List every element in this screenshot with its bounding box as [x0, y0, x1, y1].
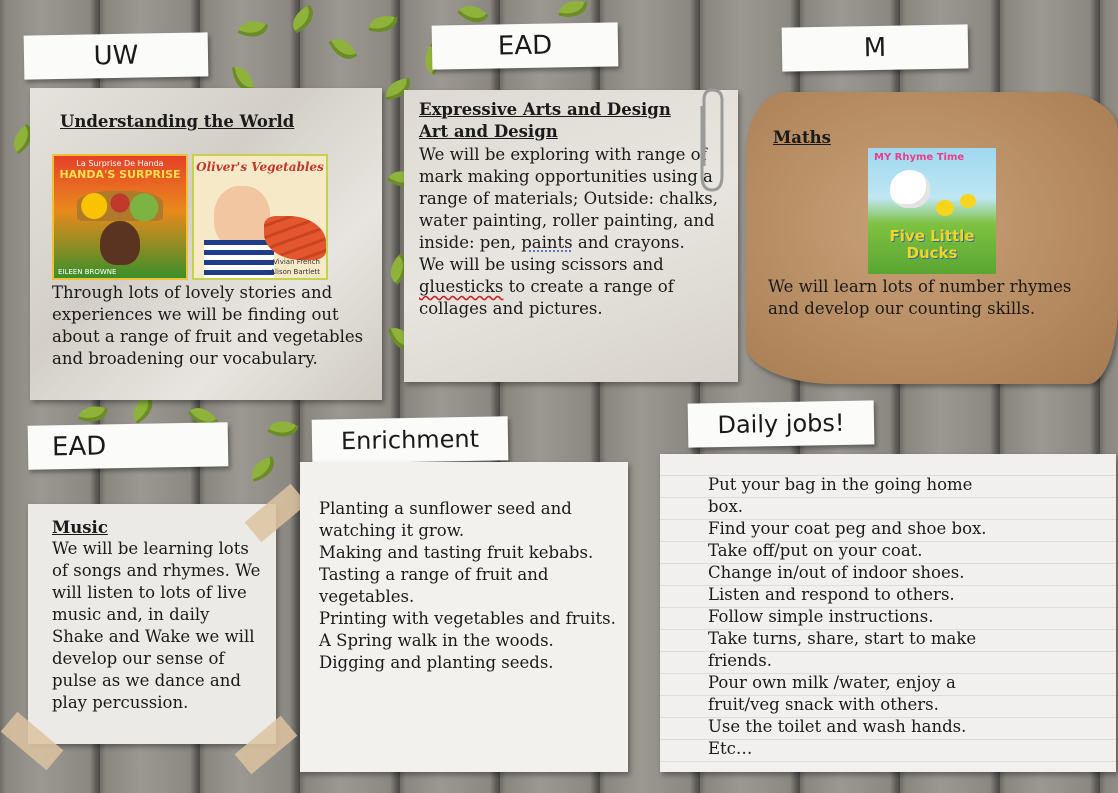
maths-heading: Maths — [773, 128, 831, 147]
tab-ead-top: EAD — [432, 22, 619, 69]
list-item: Take turns, share, start to make friends. — [708, 629, 977, 670]
book-title: Oliver's Vegetables — [196, 160, 324, 174]
enrichment-card — [300, 462, 628, 772]
tab-daily-jobs: Daily jobs! — [688, 400, 875, 447]
list-item: Put your bag in the going home box. — [708, 475, 973, 516]
daily-jobs-card — [660, 454, 1116, 772]
ead-heading: Expressive Arts and Design — [419, 100, 671, 119]
book-small-title: La Surprise De Handa — [76, 159, 164, 168]
list-item: Listen and respond to others. — [708, 585, 955, 604]
list-item: Follow simple instructions. — [708, 607, 934, 626]
duck-icon — [890, 170, 930, 208]
enrichment-list — [319, 498, 619, 674]
tab-enrichment: Enrichment — [312, 416, 509, 463]
list-item: Making and tasting fruit kebabs. — [319, 543, 594, 562]
music-heading: Music — [52, 518, 108, 537]
uw-card — [30, 88, 382, 400]
uw-description: Through lots of lovely stories and experiences we will be finding out about a range of fruit and vegetables and broadening our vocabulary. — [52, 283, 364, 368]
book-author: EILEEN BROWNE — [58, 268, 117, 276]
duckling-icon — [960, 194, 976, 208]
girl-face-icon — [100, 221, 140, 265]
list-item: Take off/put on your coat. — [708, 541, 923, 560]
list-item: Tasting a range of fruit and vegetables. — [319, 565, 549, 606]
ead-description: We will be exploring with range of mark making opportunities using a range of materials; Outside: chalks, water painting, roller painting, and inside: pen, paints and crayons. We will be using scissors and gluesticks to create a range of collages and pictures. — [419, 145, 718, 318]
music-description: We will be learning lots of songs and rhymes. We will listen to lots of live music and, in daily Shake and Wake we will develop our sense of pulse as we dance and play percussion. — [52, 539, 261, 712]
book-title: HANDA'S SURPRISE — [59, 168, 181, 181]
maths-card — [746, 92, 1118, 384]
art-design-heading: Art and Design — [419, 122, 558, 141]
five-little-ducks-book-cover — [868, 148, 996, 274]
tab-uw: UW — [24, 32, 209, 79]
duckling-icon — [936, 200, 954, 216]
list-item: Use the toilet and wash hands. Etc… — [708, 717, 967, 758]
handas-surprise-book-cover — [52, 154, 188, 280]
olivers-vegetables-book-cover — [192, 154, 328, 280]
uw-heading: Understanding the World — [60, 112, 295, 131]
list-item: Find your coat peg and shoe box. — [708, 519, 987, 538]
list-item: Change in/out of indoor shoes. — [708, 563, 965, 582]
paper-clip-icon — [690, 86, 730, 196]
daily-jobs-list — [708, 474, 1008, 760]
book-series: MY Rhyme Time — [874, 152, 965, 163]
ead-card — [404, 90, 738, 382]
list-item: A Spring walk in the woods. — [319, 631, 554, 650]
striped-shirt-icon — [204, 240, 274, 280]
music-card — [28, 504, 276, 744]
fruit-basket-icon — [77, 191, 163, 221]
list-item: Planting a sunflower seed and watching it grow. — [319, 499, 572, 540]
book-illustrator: Alison Bartlett — [270, 268, 320, 276]
list-item: Digging and planting seeds. — [319, 653, 554, 672]
maths-description: We will learn lots of number rhymes and develop our counting skills. — [768, 277, 1072, 318]
book-author: Vivian French — [273, 258, 320, 266]
list-item: Pour own milk /water, enjoy a fruit/veg snack with others. — [708, 673, 956, 714]
tab-maths: M — [782, 24, 969, 71]
list-item: Printing with vegetables and fruits. — [319, 609, 616, 628]
book-title: Five Little Ducks — [889, 227, 975, 262]
tab-ead-bottom: EAD — [28, 422, 229, 469]
